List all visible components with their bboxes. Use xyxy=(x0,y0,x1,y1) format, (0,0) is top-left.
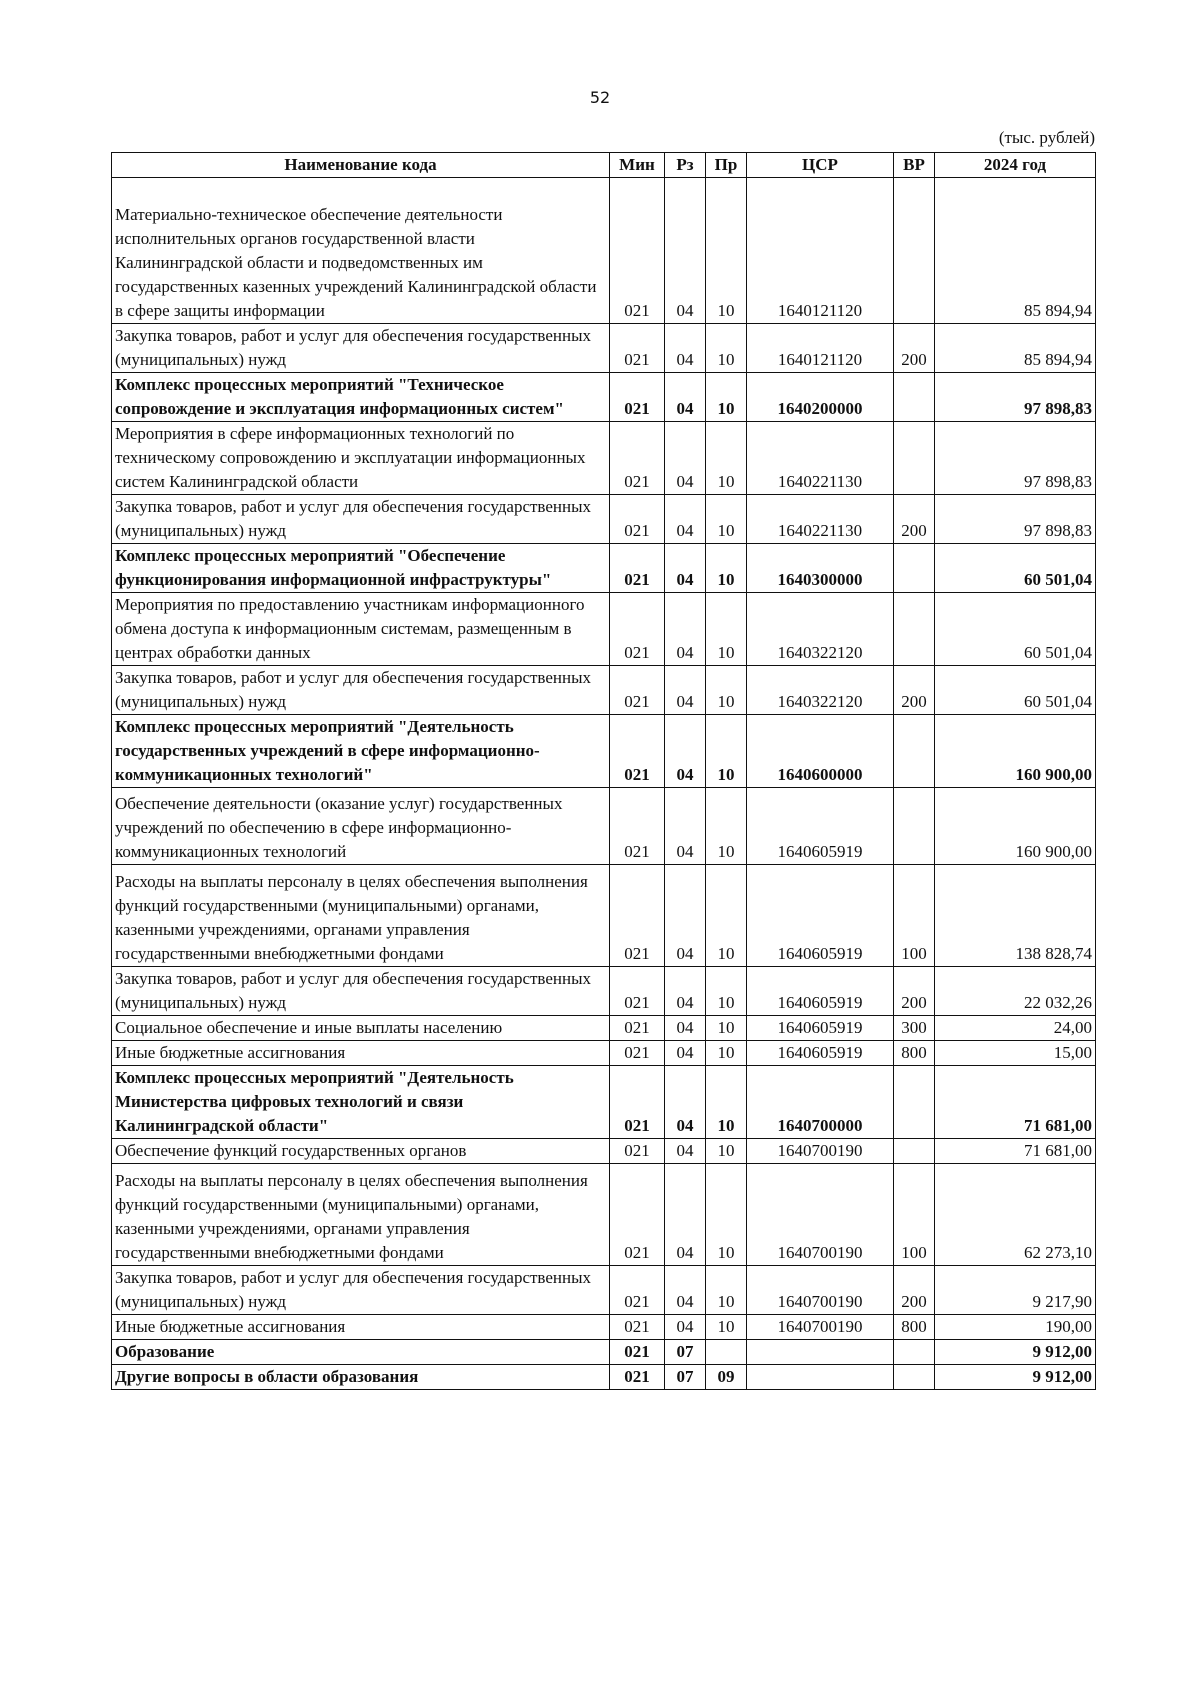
row-csr: 1640322120 xyxy=(747,666,894,715)
row-pr: 10 xyxy=(706,1139,747,1164)
row-amount: 71 681,00 xyxy=(935,1139,1096,1164)
table-row xyxy=(112,1041,1096,1066)
table-row xyxy=(112,324,1096,373)
header-pr: Пр xyxy=(706,153,747,178)
row-amount: 9 912,00 xyxy=(935,1340,1096,1365)
row-vr: 300 xyxy=(894,1016,935,1041)
row-csr: 1640700190 xyxy=(747,1164,894,1266)
row-rz: 04 xyxy=(665,1315,706,1340)
row-min: 021 xyxy=(610,1266,665,1315)
row-pr: 10 xyxy=(706,495,747,544)
row-name: Комплекс процессных мероприятий "Деятельность Министерства цифровых технологий и связи Калининградской области" xyxy=(112,1066,610,1139)
row-name: Закупка товаров, работ и услуг для обеспечения государственных (муниципальных) нужд xyxy=(112,666,610,715)
row-amount: 138 828,74 xyxy=(935,865,1096,967)
row-vr: 800 xyxy=(894,1041,935,1066)
table-row xyxy=(112,544,1096,593)
row-amount: 60 501,04 xyxy=(935,544,1096,593)
row-amount: 85 894,94 xyxy=(935,178,1096,324)
row-pr: 10 xyxy=(706,178,747,324)
row-vr xyxy=(894,178,935,324)
row-name: Другие вопросы в области образования xyxy=(112,1365,610,1390)
row-amount: 97 898,83 xyxy=(935,373,1096,422)
row-csr: 1640121120 xyxy=(747,178,894,324)
page-number: 52 xyxy=(589,88,611,107)
row-min: 021 xyxy=(610,1139,665,1164)
row-csr: 1640700190 xyxy=(747,1266,894,1315)
table-row xyxy=(112,422,1096,495)
row-min: 021 xyxy=(610,865,665,967)
header-name: Наименование кода xyxy=(112,153,610,178)
row-rz: 04 xyxy=(665,373,706,422)
row-min: 021 xyxy=(610,1315,665,1340)
row-name: Социальное обеспечение и иные выплаты населению xyxy=(112,1016,610,1041)
header-csr: ЦСР xyxy=(747,153,894,178)
row-rz: 04 xyxy=(665,544,706,593)
row-rz: 04 xyxy=(665,422,706,495)
budget-table xyxy=(111,152,1096,1390)
row-csr: 1640700190 xyxy=(747,1139,894,1164)
row-min: 021 xyxy=(610,1164,665,1266)
row-csr: 1640300000 xyxy=(747,544,894,593)
row-csr: 1640221130 xyxy=(747,422,894,495)
row-rz: 04 xyxy=(665,967,706,1016)
row-vr xyxy=(894,1066,935,1139)
row-amount: 97 898,83 xyxy=(935,495,1096,544)
row-rz: 04 xyxy=(665,666,706,715)
row-rz: 04 xyxy=(665,788,706,865)
table-header-row xyxy=(112,153,1096,178)
row-csr: 1640600000 xyxy=(747,715,894,788)
table-row xyxy=(112,1139,1096,1164)
row-name: Комплекс процессных мероприятий "Техническое сопровождение и эксплуатация информационных систем" xyxy=(112,373,610,422)
row-name: Материально-техническое обеспечение деятельности исполнительных органов государственной власти Калининградской области и подведомственных им государственных казенных учреждений Калининградской области в сфере защиты информации xyxy=(112,178,610,324)
table-row xyxy=(112,593,1096,666)
table-row xyxy=(112,788,1096,865)
header-rz: Рз xyxy=(665,153,706,178)
row-rz: 04 xyxy=(665,1041,706,1066)
row-vr xyxy=(894,373,935,422)
row-pr: 10 xyxy=(706,1066,747,1139)
row-rz: 04 xyxy=(665,865,706,967)
row-csr: 1640700000 xyxy=(747,1066,894,1139)
row-amount: 71 681,00 xyxy=(935,1066,1096,1139)
row-name: Иные бюджетные ассигнования xyxy=(112,1041,610,1066)
table-row xyxy=(112,373,1096,422)
row-name: Закупка товаров, работ и услуг для обеспечения государственных (муниципальных) нужд xyxy=(112,495,610,544)
row-csr: 1640605919 xyxy=(747,1041,894,1066)
row-name: Расходы на выплаты персоналу в целях обеспечения выполнения функций государственными (муниципальными) органами, казенными учреждениями, органами управления государственными внебюджетными фондами xyxy=(112,1164,610,1266)
row-amount: 62 273,10 xyxy=(935,1164,1096,1266)
row-amount: 190,00 xyxy=(935,1315,1096,1340)
table-row xyxy=(112,1016,1096,1041)
row-min: 021 xyxy=(610,324,665,373)
table-row xyxy=(112,865,1096,967)
row-rz: 04 xyxy=(665,715,706,788)
row-amount: 15,00 xyxy=(935,1041,1096,1066)
row-csr: 1640322120 xyxy=(747,593,894,666)
row-pr: 10 xyxy=(706,1164,747,1266)
row-min: 021 xyxy=(610,178,665,324)
row-vr: 100 xyxy=(894,1164,935,1266)
row-csr: 1640200000 xyxy=(747,373,894,422)
row-rz: 04 xyxy=(665,495,706,544)
row-vr xyxy=(894,715,935,788)
row-rz: 07 xyxy=(665,1340,706,1365)
row-vr xyxy=(894,788,935,865)
row-name: Комплекс процессных мероприятий "Деятельность государственных учреждений в сфере информационно-коммуникационных технологий" xyxy=(112,715,610,788)
row-vr: 200 xyxy=(894,324,935,373)
row-rz: 04 xyxy=(665,1066,706,1139)
row-min: 021 xyxy=(610,422,665,495)
row-csr: 1640605919 xyxy=(747,865,894,967)
row-amount: 160 900,00 xyxy=(935,788,1096,865)
row-min: 021 xyxy=(610,1016,665,1041)
row-pr: 10 xyxy=(706,422,747,495)
row-min: 021 xyxy=(610,1340,665,1365)
header-min: Мин xyxy=(610,153,665,178)
row-name: Обеспечение деятельности (оказание услуг) государственных учреждений по обеспечению в сфере информационно-коммуникационных технологий xyxy=(112,788,610,865)
row-pr: 10 xyxy=(706,865,747,967)
row-vr xyxy=(894,422,935,495)
row-pr: 10 xyxy=(706,715,747,788)
table-row xyxy=(112,1340,1096,1365)
unit-label: (тыс. рублей) xyxy=(998,128,1095,147)
row-pr: 10 xyxy=(706,1016,747,1041)
row-amount: 22 032,26 xyxy=(935,967,1096,1016)
row-name: Образование xyxy=(112,1340,610,1365)
row-amount: 60 501,04 xyxy=(935,666,1096,715)
table-row xyxy=(112,178,1096,324)
row-rz: 04 xyxy=(665,1266,706,1315)
row-amount: 85 894,94 xyxy=(935,324,1096,373)
row-amount: 160 900,00 xyxy=(935,715,1096,788)
row-rz: 04 xyxy=(665,324,706,373)
row-csr: 1640605919 xyxy=(747,788,894,865)
row-vr: 200 xyxy=(894,666,935,715)
row-pr: 10 xyxy=(706,788,747,865)
table-row xyxy=(112,1164,1096,1266)
table-row xyxy=(112,1315,1096,1340)
row-rz: 04 xyxy=(665,1016,706,1041)
row-vr: 200 xyxy=(894,967,935,1016)
row-min: 021 xyxy=(610,666,665,715)
row-min: 021 xyxy=(610,1066,665,1139)
row-min: 021 xyxy=(610,495,665,544)
row-rz: 04 xyxy=(665,178,706,324)
row-name: Закупка товаров, работ и услуг для обеспечения государственных (муниципальных) нужд xyxy=(112,967,610,1016)
row-csr: 1640605919 xyxy=(747,1016,894,1041)
row-csr: 1640121120 xyxy=(747,324,894,373)
row-amount: 60 501,04 xyxy=(935,593,1096,666)
row-min: 021 xyxy=(610,593,665,666)
row-csr: 1640221130 xyxy=(747,495,894,544)
row-pr: 10 xyxy=(706,1041,747,1066)
row-name: Иные бюджетные ассигнования xyxy=(112,1315,610,1340)
row-name: Закупка товаров, работ и услуг для обеспечения государственных (муниципальных) нужд xyxy=(112,324,610,373)
header-vr: ВР xyxy=(894,153,935,178)
table-row xyxy=(112,967,1096,1016)
table-row xyxy=(112,1266,1096,1315)
table-row xyxy=(112,495,1096,544)
row-amount: 9 217,90 xyxy=(935,1266,1096,1315)
row-min: 021 xyxy=(610,544,665,593)
row-name: Расходы на выплаты персоналу в целях обеспечения выполнения функций государственными (муниципальными) органами, казенными учреждениями, органами управления государственными внебюджетными фондами xyxy=(112,865,610,967)
row-rz: 04 xyxy=(665,1164,706,1266)
row-vr xyxy=(894,1340,935,1365)
row-name: Мероприятия по предоставлению участникам информационного обмена доступа к информационным системам, размещенным в центрах обработки данных xyxy=(112,593,610,666)
row-vr xyxy=(894,1365,935,1390)
row-pr: 10 xyxy=(706,666,747,715)
row-name: Комплекс процессных мероприятий "Обеспечение функционирования информационной инфраструктуры" xyxy=(112,544,610,593)
table-row xyxy=(112,715,1096,788)
row-rz: 07 xyxy=(665,1365,706,1390)
row-pr: 09 xyxy=(706,1365,747,1390)
row-csr: 1640605919 xyxy=(747,967,894,1016)
row-min: 021 xyxy=(610,1365,665,1390)
table-row xyxy=(112,1066,1096,1139)
row-min: 021 xyxy=(610,715,665,788)
row-vr: 100 xyxy=(894,865,935,967)
row-vr xyxy=(894,593,935,666)
row-pr: 10 xyxy=(706,544,747,593)
row-pr: 10 xyxy=(706,373,747,422)
row-amount: 9 912,00 xyxy=(935,1365,1096,1390)
row-vr: 200 xyxy=(894,495,935,544)
row-min: 021 xyxy=(610,1041,665,1066)
row-pr: 10 xyxy=(706,593,747,666)
header-year: 2024 год xyxy=(935,153,1096,178)
row-pr: 10 xyxy=(706,324,747,373)
table-row xyxy=(112,1365,1096,1390)
row-min: 021 xyxy=(610,788,665,865)
row-vr: 800 xyxy=(894,1315,935,1340)
row-name: Обеспечение функций государственных органов xyxy=(112,1139,610,1164)
row-vr xyxy=(894,1139,935,1164)
row-vr: 200 xyxy=(894,1266,935,1315)
row-csr xyxy=(747,1365,894,1390)
row-pr: 10 xyxy=(706,967,747,1016)
row-rz: 04 xyxy=(665,593,706,666)
row-pr: 10 xyxy=(706,1266,747,1315)
row-amount: 24,00 xyxy=(935,1016,1096,1041)
row-rz: 04 xyxy=(665,1139,706,1164)
row-csr: 1640700190 xyxy=(747,1315,894,1340)
row-min: 021 xyxy=(610,967,665,1016)
row-pr: 10 xyxy=(706,1315,747,1340)
table-row xyxy=(112,666,1096,715)
row-vr xyxy=(894,544,935,593)
row-amount: 97 898,83 xyxy=(935,422,1096,495)
row-min: 021 xyxy=(610,373,665,422)
row-name: Мероприятия в сфере информационных технологий по техническому сопровождению и эксплуатации информационных систем Калининградской области xyxy=(112,422,610,495)
row-csr xyxy=(747,1340,894,1365)
row-name: Закупка товаров, работ и услуг для обеспечения государственных (муниципальных) нужд xyxy=(112,1266,610,1315)
row-pr xyxy=(706,1340,747,1365)
